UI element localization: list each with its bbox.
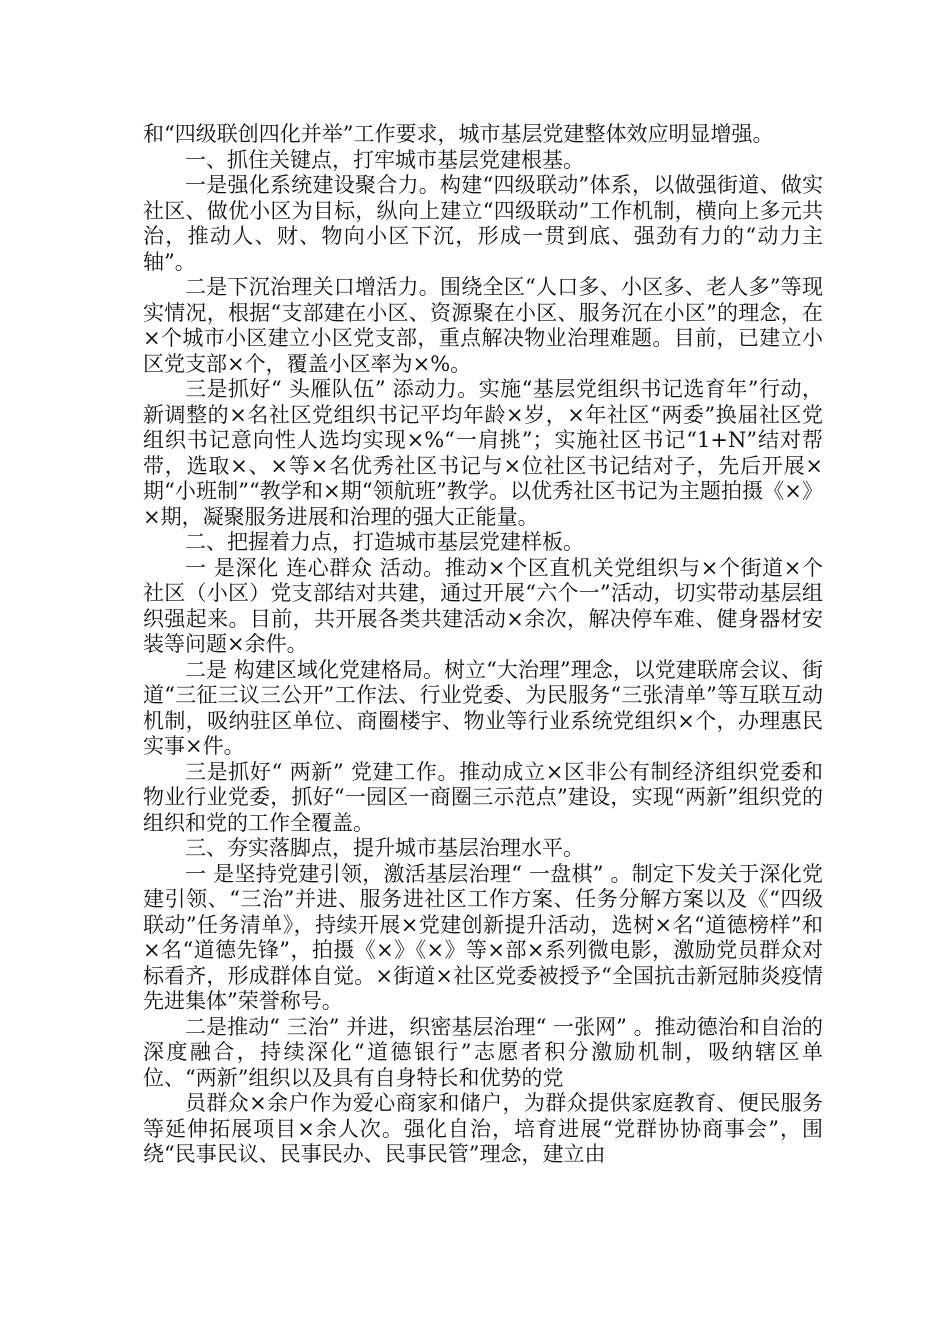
paragraph-continuation: 和“四级联创四化并举”工作要求，城市基层党建整体效应明显增强。 bbox=[143, 122, 774, 146]
paragraph: 三是抓好“ 头雁队伍” 添动力。实施“基层党组织书记选育年”行动，新调整的×名社区党组织书记平均年龄×岁，×年社区“两委”换届社区党组织书记意向性人选均实现×%“一肩挑”；实施社区书记“1+N”结对帮带，选取×、×等×名优秀社区书记与×位社区书记结对子，先后开展×期“小班制”“教学和×期“领航班”教学。以优秀社区书记为主题拍摄《×》×期，凝聚服务进展和治理的强大正能量。 bbox=[143, 377, 823, 529]
section-heading-1: 一、抓住关键点，打牢城市基层党建根基。 bbox=[185, 147, 584, 172]
document-page bbox=[143, 122, 823, 1168]
paragraph: 三是抓好“ 两新” 党建工作。推动成立×区非公有制经济组织党委和物业行业党委，抓好“一园区一商圈三示范点”建设，实现“两新”组织党的组织和党的工作全覆盖。 bbox=[143, 759, 823, 835]
paragraph: 一 是坚持党建引领，激活基层治理“ 一盘棋” 。制定下发关于深化党建引领、“三治”并进、服务进社区工作方案、任务分解方案以及《“四级联动”任务清单》，持续开展×党建创新提升活动，选树×名“道德榜样”和×名“道德先锋”，拍摄《×》《×》等×部×系列微电影，激励党员群众对标看齐，形成群体自觉。×街道×社区党委被授予“全国抗击新冠肺炎疫情先进集体”荣誉称号。 bbox=[143, 861, 823, 1013]
paragraph: 一 是深化 连心群众 活动。推动×个区直机关党组织与×个街道×个社区（小区）党支部结对共建，通过开展“六个一”活动，切实带动基层组织强起来。目前，共开展各类共建活动×余次，解决停车难、健身器材安装等问题×余件。 bbox=[143, 555, 823, 656]
paragraph: 二是 构建区域化党建格局。树立“大治理”理念，以党建联席会议、街道“三征三议三公开”工作法、行业党委、为民服务“三张清单”等互联互动机制，吸纳驻区单位、商圈楼宇、物业等行业系统党组织×个，办理惠民实事×件。 bbox=[143, 657, 823, 758]
paragraph: 员群众×余户作为爱心商家和储户，为群众提供家庭教育、便民服务等延伸拓展项目×余人次。强化自治，培育进展“党群协协商事会”，围绕“民事民议、民事民办、民事民管”理念，建立由 bbox=[143, 1091, 823, 1166]
section-heading-3: 三、夯实落脚点，提升城市基层治理水平。 bbox=[185, 836, 584, 860]
section-heading-2: 二、把握着力点，打造城市基层党建样板。 bbox=[185, 530, 584, 554]
paragraph: 一是强化系统建设聚合力。构建“四级联动”体系，以做强街道、做实社区、做优小区为目标，纵向上建立“四级联动”工作机制，横向上多元共治，推动人、财、物向小区下沉，形成一贯到底、强劲有力的“动力主轴”。 bbox=[143, 173, 823, 274]
paragraph: 二是推动“ 三治” 并进，织密基层治理“ 一张网” 。推动德治和自治的深度融合，持续深化“道德银行”志愿者积分激励机制，吸纳辖区单位、“两新”组织以及具有自身特长和优势的党 bbox=[143, 1014, 823, 1090]
paragraph: 二是下沉治理关口增活力。围绕全区“人口多、小区多、老人多”等现实情况，根据“支部建在小区、资源聚在小区、服务沉在小区”的理念，在×个城市小区建立小区党支部，重点解决物业治理难题。目前，已建立小区党支部×个，覆盖小区率为×%。 bbox=[143, 275, 823, 376]
